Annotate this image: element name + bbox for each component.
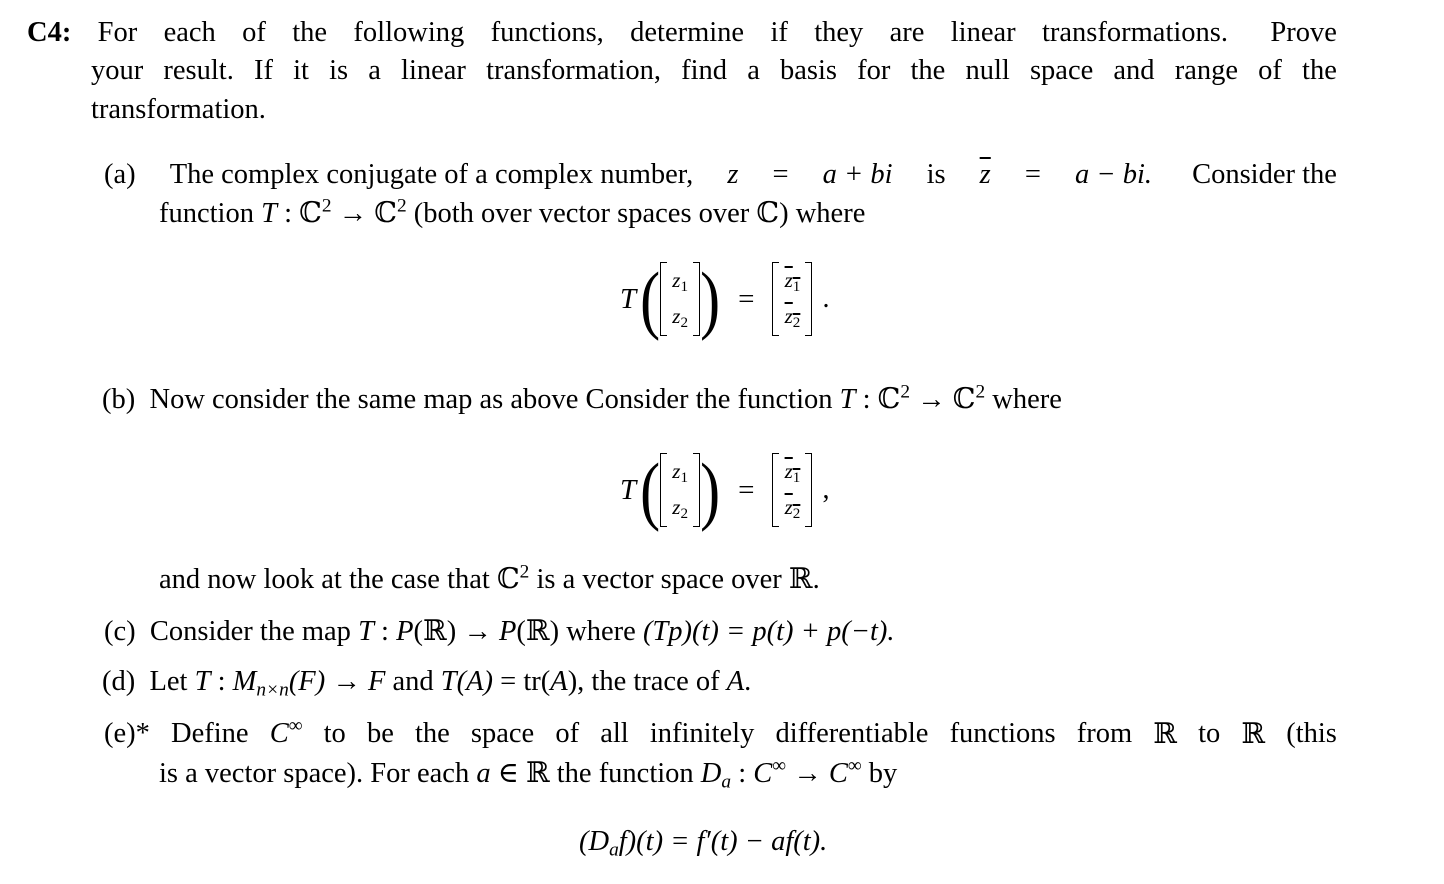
part-e-label: (e)* xyxy=(104,718,150,749)
part-e-formula: $(D_af)(t) = f'(t) - af(t)$. xyxy=(579,826,828,861)
output-vector: $z_1$ $z_2$ xyxy=(772,453,812,527)
part-c-label: (c) xyxy=(104,616,136,647)
part-c: (c) Consider the map T : P(ℝ) → P(ℝ) where (Tp)(t) = p(t) + p(−t). xyxy=(104,614,895,647)
equation-b: T ( $z_1$ $z_2$ ) = $z_1$ $z_2$ , xyxy=(620,447,830,533)
problem-label: C4: xyxy=(27,17,72,48)
part-d-label: (d) xyxy=(102,666,136,697)
part-b-line-2: and now look at the case that ℂ$^2$ is a vector space over ℝ. xyxy=(159,561,820,595)
input-vector: $z_1$ $z_2$ xyxy=(660,262,700,336)
part-e-line-2: is a vector space). For each a ∈ ℝ the function $D_a$ : C∞ → C∞ by xyxy=(159,755,898,793)
intro-line-1: C4: For each of the following functions, determine if they are linear transformations. Prove xyxy=(27,17,1337,48)
part-b-label: (b) xyxy=(102,384,136,415)
equation-a: T ( $z_1$ $z_2$ ) = $z_1$ $z_2$ . xyxy=(620,256,830,342)
output-vector: $z_1$ $z_2$ xyxy=(772,262,812,336)
part-a-line-1: (a) The complex conjugate of a complex number, z = a + bi is $\overline{z}$ = a − bi. Consider the xyxy=(104,159,1337,190)
intro-line-3: transformation. xyxy=(91,94,266,125)
part-b-line-1: (b) Now consider the same map as above Consider the function T : ℂ$^2$ → ℂ$^2$ where xyxy=(102,381,1062,415)
part-a-label: (a) xyxy=(104,159,136,190)
input-vector: $z_1$ $z_2$ xyxy=(660,453,700,527)
intro-line-2: your result. If it is a linear transformation, find a basis for the null space and range of the xyxy=(91,55,1337,86)
part-d: (d) Let T : $M_{n\times n}(F) \to F$ and T(A) = tr(A), the trace of A. xyxy=(102,666,752,701)
part-e-line-1: (e)* Define C∞ to be the space of all infinitely differentiable functions from ℝ to ℝ (this xyxy=(104,715,1337,750)
part-a-line-2: function T : ℂ$^2$ → ℂ$^2$ (both over vector spaces over ℂ) where xyxy=(159,195,866,229)
